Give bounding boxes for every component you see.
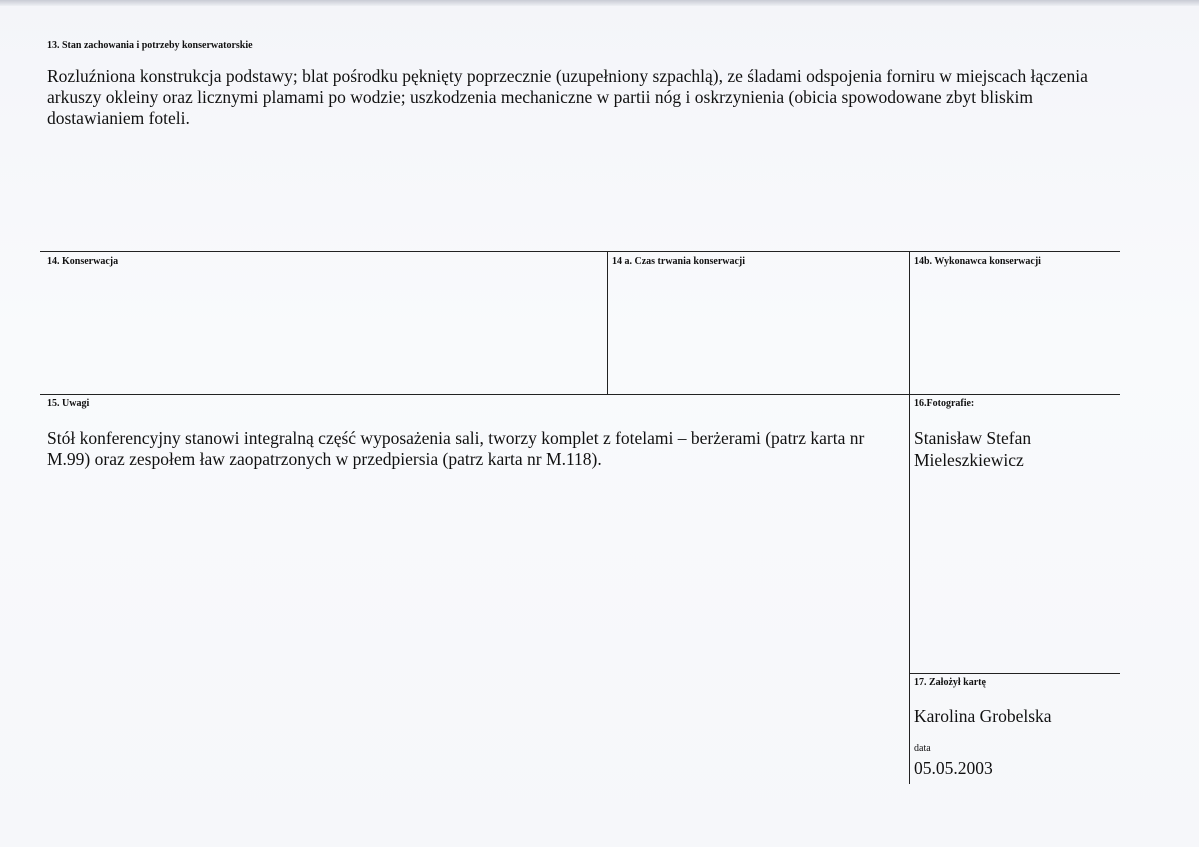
row-17-top-border: [909, 673, 1120, 674]
section-16-label: 16.Fotografie:: [914, 398, 975, 409]
section-14b-label: 14b. Wykonawca konserwacji: [914, 256, 1041, 267]
photographer-first-names: Stanisław Stefan: [914, 428, 1032, 448]
col-14a-divider: [607, 251, 608, 395]
section-15-label: 15. Uwagi: [47, 398, 90, 409]
section-17-label: 17. Założył kartę: [914, 677, 986, 688]
row-14-top-border: [40, 251, 1120, 252]
card-author: Karolina Grobelska: [914, 706, 1052, 726]
row-15-top-border: [40, 394, 1120, 395]
date-label: data: [914, 743, 931, 754]
section-13-label: 13. Stan zachowania i potrzeby konserwatorskie: [47, 40, 253, 51]
card-date: 05.05.2003: [914, 758, 993, 778]
photographer-surname: Mieleszkiewicz: [914, 450, 1024, 470]
section-13-text: Rozluźniona konstrukcja podstawy; blat pośrodku pęknięty poprzecznie (uzupełniony szpachlą), ze śladami odspojenia forniru w miejscach łączenia arkuszy okleiny oraz licznymi plamami po wodzie; uszkodzenia mechaniczne w partii nóg i oskrzynienia (obicia spowodowane zbyt bliskim dostawianiem foteli.: [47, 66, 1088, 128]
section-15-text: Stół konferencyjny stanowi integralną część wyposażenia sali, tworzy komplet z fotelami – berżerami (patrz karta nr M.99) oraz zespołem ław zaopatrzonych w przedpiersia (patrz karta nr M.118).: [47, 428, 865, 469]
scan-top-edge: [0, 0, 1199, 6]
section-14a-label: 14 a. Czas trwania konserwacji: [612, 256, 746, 267]
section-14-label: 14. Konserwacja: [47, 256, 119, 267]
col-right-divider: [909, 251, 910, 784]
